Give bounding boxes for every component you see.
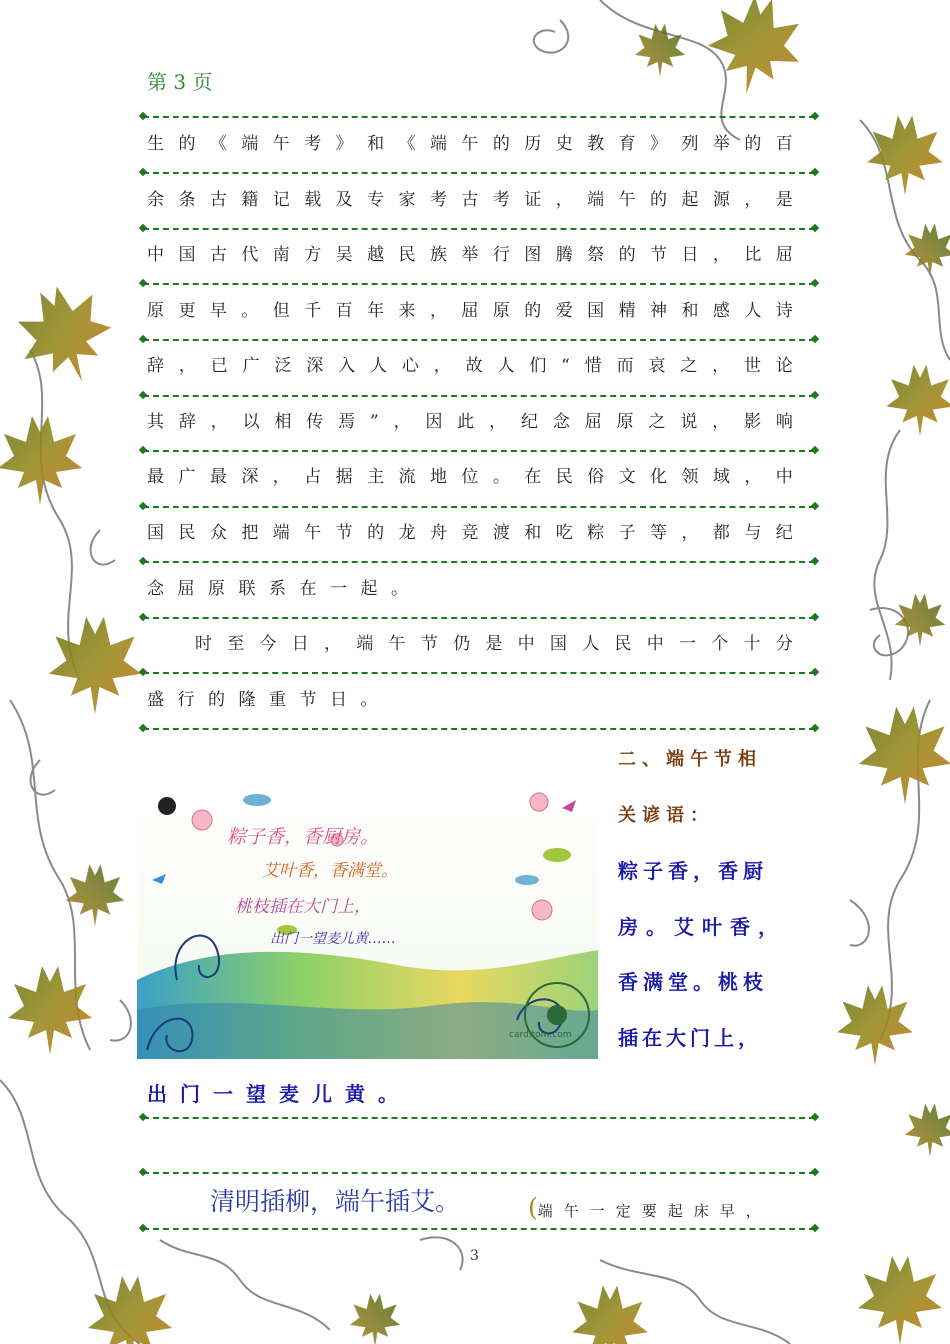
body-char: 古 (461, 190, 479, 210)
image-caption: 粽子香，香厨房。 (227, 826, 380, 848)
body-char: 们 (529, 356, 547, 376)
body-char: 神 (650, 301, 667, 321)
body-char: 仍 (453, 634, 471, 654)
body-char: 中 (147, 245, 164, 265)
ruled-line (143, 506, 815, 508)
body-char: 的 (650, 190, 667, 210)
body-char: ， (429, 301, 447, 321)
body-char: 百 (335, 301, 353, 321)
proverb-line: 房。艾叶香， (618, 915, 786, 939)
body-char: 端 (587, 190, 605, 210)
body-char: 其 (147, 412, 164, 432)
ruled-line (143, 172, 815, 174)
body-text-line (147, 356, 793, 376)
body-char: 比 (744, 245, 762, 265)
body-char: 籍 (241, 190, 259, 210)
body-char: 辞 (178, 412, 196, 432)
body-char: 隆 (238, 690, 256, 710)
body-char: 教 (587, 134, 605, 154)
body-text-line (195, 634, 793, 654)
body-char: 入 (338, 356, 356, 376)
body-text-line (147, 134, 793, 154)
body-char: 腾 (555, 245, 573, 265)
body-char: ， (393, 412, 411, 432)
ruled-line (143, 228, 815, 230)
page-number: 3 (470, 1248, 479, 1264)
body-char: 人 (497, 356, 515, 376)
body-char: 》 (335, 134, 353, 154)
body-char: 《 (398, 134, 416, 154)
body-char: 故 (465, 356, 483, 376)
closing-proverb: 清明插柳，端午插艾。 (210, 1187, 461, 1216)
body-char: 节 (299, 690, 317, 710)
body-char: 午 (461, 134, 479, 154)
body-char: 在 (299, 579, 317, 599)
body-char: 举 (461, 245, 479, 265)
body-char: 民 (178, 523, 196, 543)
closing-note (528, 1193, 772, 1222)
body-char: ， (744, 190, 762, 210)
body-char: 系 (269, 579, 286, 599)
body-char: 竞 (461, 523, 479, 543)
body-char: 诗 (775, 301, 793, 321)
body-char: ， (681, 523, 699, 543)
closing-note-text: 端午一定要起床早， (537, 1202, 772, 1220)
body-char: 端 (356, 634, 374, 654)
body-char: ， (210, 412, 228, 432)
body-char: 中 (646, 634, 664, 654)
body-text-line (147, 190, 793, 210)
body-char: 越 (367, 245, 385, 265)
body-char: 的 (367, 523, 385, 543)
body-char: 午 (272, 134, 290, 154)
body-char: 念 (147, 579, 164, 599)
body-char: 是 (485, 634, 503, 654)
body-char: 一 (330, 579, 347, 599)
image-caption: 出门一望麦儿黄…… (270, 931, 396, 947)
body-char: 与 (744, 523, 762, 543)
body-char: 年 (367, 301, 385, 321)
body-char: 焉 (338, 412, 356, 432)
section-heading-continued: 关谚语： (618, 805, 714, 826)
body-char: 渡 (492, 523, 510, 543)
body-char: 民 (398, 245, 416, 265)
body-char: 证 (524, 190, 542, 210)
body-char: 最 (209, 467, 227, 487)
body-char: 感 (712, 301, 730, 321)
body-char: 和 (681, 301, 699, 321)
body-char: 百 (775, 134, 793, 154)
proverb-line: 粽子香，香厨 (618, 859, 768, 883)
body-char: 已 (210, 356, 228, 376)
body-char: 广 (242, 356, 260, 376)
body-char: 因 (425, 412, 443, 432)
body-char: 国 (178, 245, 196, 265)
body-char: 哀 (648, 356, 666, 376)
body-char: 中 (775, 467, 793, 487)
body-char: 屈 (584, 412, 602, 432)
body-char: 惜 (584, 356, 602, 376)
image-watermark: card.tom.com (509, 1030, 572, 1040)
body-char: 重 (269, 690, 286, 710)
body-char: 之 (680, 356, 698, 376)
ruled-line (143, 617, 815, 619)
body-char: 史 (555, 134, 573, 154)
open-parenthesis: ( (528, 1193, 538, 1222)
body-char: 《 (209, 134, 227, 154)
ruled-line (143, 561, 815, 563)
body-char: 主 (367, 467, 385, 487)
body-char: 念 (552, 412, 570, 432)
body-char: 屈 (775, 245, 793, 265)
body-char: 古 (209, 190, 227, 210)
body-char: 》 (650, 134, 667, 154)
body-char: 屈 (461, 301, 479, 321)
body-char: 专 (367, 190, 385, 210)
body-char: 今 (259, 634, 277, 654)
body-char: 中 (517, 634, 535, 654)
body-char: 历 (524, 134, 542, 154)
page-header: 第 3 页 (147, 70, 213, 94)
body-char: 节 (650, 245, 667, 265)
body-char: 舟 (429, 523, 447, 543)
body-char: 屈 (177, 579, 195, 599)
body-char: 。 (391, 579, 408, 599)
body-char: 节 (420, 634, 438, 654)
body-char: ， (324, 634, 342, 654)
body-char: ， (712, 412, 730, 432)
ruled-line (143, 283, 815, 285)
proverb-line: 香满堂。桃枝 (618, 970, 768, 994)
body-char: “ (561, 356, 570, 376)
body-char: 考 (304, 134, 322, 154)
body-char: 盛 (147, 690, 164, 710)
body-char: 源 (712, 190, 730, 210)
body-char: 起 (681, 190, 699, 210)
body-char: 早 (209, 301, 227, 321)
body-char: 人 (582, 634, 600, 654)
body-text-line (147, 690, 793, 710)
ruled-line (143, 1117, 815, 1119)
body-char: 列 (681, 134, 699, 154)
body-char: 余 (147, 190, 164, 210)
body-char: 的 (208, 690, 225, 710)
ruled-line (143, 339, 815, 341)
body-char: 载 (304, 190, 322, 210)
body-char: 但 (272, 301, 290, 321)
body-char: 行 (177, 690, 195, 710)
body-text-line (147, 412, 793, 432)
body-char: 都 (712, 523, 730, 543)
body-char: 来 (398, 301, 416, 321)
body-char: 的 (178, 134, 196, 154)
body-char: 日 (291, 634, 309, 654)
body-char: 族 (429, 245, 447, 265)
body-char: 而 (616, 356, 634, 376)
body-char: 千 (304, 301, 322, 321)
body-char: 之 (648, 412, 666, 432)
body-char: 端 (272, 523, 290, 543)
body-char: 南 (272, 245, 290, 265)
body-char: 地 (429, 467, 447, 487)
body-char: 等 (650, 523, 667, 543)
body-char: 代 (241, 245, 259, 265)
body-char: 十 (743, 634, 761, 654)
body-char: 精 (618, 301, 636, 321)
body-char: 领 (681, 467, 699, 487)
body-char: ” (370, 412, 379, 432)
body-char: 国 (549, 634, 567, 654)
body-char: 以 (242, 412, 260, 432)
body-char: 人 (370, 356, 388, 376)
body-char: 日 (681, 245, 699, 265)
body-char: 及 (335, 190, 353, 210)
body-char: 深 (306, 356, 324, 376)
ruled-line (143, 728, 815, 730)
body-char: 记 (272, 190, 290, 210)
body-char: ， (272, 467, 290, 487)
body-char: 更 (178, 301, 196, 321)
body-char: 午 (388, 634, 406, 654)
body-char: 起 (360, 579, 378, 599)
body-char: 民 (614, 634, 632, 654)
body-char: 最 (147, 467, 164, 487)
body-char: ， (555, 190, 573, 210)
body-char: 吃 (555, 523, 573, 543)
body-char: ， (489, 412, 507, 432)
body-char: 泛 (274, 356, 292, 376)
body-char: 和 (524, 523, 542, 543)
image-caption: 艾叶香，香满堂。 (262, 861, 398, 881)
body-char: 国 (587, 301, 605, 321)
body-char: 时 (195, 634, 212, 654)
body-char: 分 (775, 634, 793, 654)
body-char: ， (178, 356, 196, 376)
body-char: 占 (304, 467, 322, 487)
ruled-line (143, 1228, 815, 1230)
ruled-line (143, 116, 815, 118)
ruled-line (143, 1172, 815, 1174)
body-char: 行 (492, 245, 510, 265)
body-char: 原 (492, 301, 510, 321)
body-char: 考 (492, 190, 510, 210)
body-char: 和 (367, 134, 385, 154)
body-char: 个 (711, 634, 729, 654)
body-text-line (147, 245, 793, 265)
body-char: 。 (241, 301, 259, 321)
body-char: 原 (616, 412, 634, 432)
body-char: 文 (618, 467, 636, 487)
body-char: 相 (274, 412, 292, 432)
body-char: 原 (147, 301, 164, 321)
body-char: 端 (429, 134, 447, 154)
body-text-line (147, 467, 793, 487)
body-char: 子 (618, 523, 636, 543)
body-char: 人 (744, 301, 762, 321)
body-char: 。 (492, 467, 510, 487)
section-heading: 二、端午节相 (618, 749, 762, 770)
body-char: 举 (712, 134, 730, 154)
body-text-line (147, 579, 793, 599)
body-char: 联 (238, 579, 256, 599)
body-char: 纪 (775, 523, 793, 543)
body-char: 日 (330, 690, 347, 710)
greeting-card-image (137, 780, 598, 1059)
body-char: 的 (524, 301, 542, 321)
body-char: ， (744, 467, 762, 487)
ruled-line (143, 450, 815, 452)
body-char: 说 (680, 412, 698, 432)
body-char: 域 (712, 467, 730, 487)
body-char: 是 (775, 190, 793, 210)
body-char: 条 (178, 190, 196, 210)
body-char: 众 (209, 523, 227, 543)
body-char: 节 (335, 523, 353, 543)
body-char: ， (712, 356, 730, 376)
body-char: 的 (744, 134, 762, 154)
body-char: 古 (209, 245, 227, 265)
body-char: 祭 (587, 245, 605, 265)
body-char: 把 (241, 523, 259, 543)
ruled-line (143, 672, 815, 674)
body-char: 午 (304, 523, 322, 543)
proverb-line: 插在大门上， (618, 1026, 762, 1050)
body-char: 一 (678, 634, 696, 654)
ruled-line (143, 395, 815, 397)
body-char: 化 (650, 467, 667, 487)
body-char: 。 (360, 690, 378, 710)
body-char: 心 (401, 356, 419, 376)
body-char: 生 (147, 134, 164, 154)
body-char: 吴 (335, 245, 353, 265)
body-char: 午 (618, 190, 636, 210)
body-char: 传 (306, 412, 324, 432)
body-char: 广 (178, 467, 196, 487)
body-char: 据 (335, 467, 353, 487)
body-char: 此 (457, 412, 475, 432)
body-char: 爱 (555, 301, 573, 321)
body-text-line (147, 301, 793, 321)
body-char: ， (712, 245, 730, 265)
body-char: 粽 (587, 523, 605, 543)
body-char: 深 (241, 467, 259, 487)
body-char: 俗 (587, 467, 605, 487)
body-text-line (147, 523, 793, 543)
body-char: 流 (398, 467, 416, 487)
image-caption: 桃枝插在大门上， (235, 897, 371, 917)
body-char: 响 (775, 412, 793, 432)
body-char: 龙 (398, 523, 416, 543)
body-char: 至 (227, 634, 245, 654)
body-char: 位 (461, 467, 479, 487)
body-char: ， (433, 356, 451, 376)
body-char: 方 (304, 245, 322, 265)
body-char: 在 (524, 467, 542, 487)
body-char: 考 (429, 190, 447, 210)
body-char: 纪 (521, 412, 539, 432)
body-char: 的 (492, 134, 510, 154)
body-char: 国 (147, 523, 164, 543)
proverb-line: 出门一望麦儿黄。 (147, 1082, 411, 1106)
body-char: 论 (775, 356, 793, 376)
body-char: 辞 (147, 356, 164, 376)
body-char: 图 (524, 245, 542, 265)
body-char: 育 (618, 134, 636, 154)
body-char: 原 (208, 579, 225, 599)
body-char: 家 (398, 190, 416, 210)
body-char: 世 (744, 356, 762, 376)
body-char: 端 (241, 134, 259, 154)
body-char: 的 (618, 245, 636, 265)
body-char: 民 (555, 467, 573, 487)
body-char: 影 (744, 412, 762, 432)
